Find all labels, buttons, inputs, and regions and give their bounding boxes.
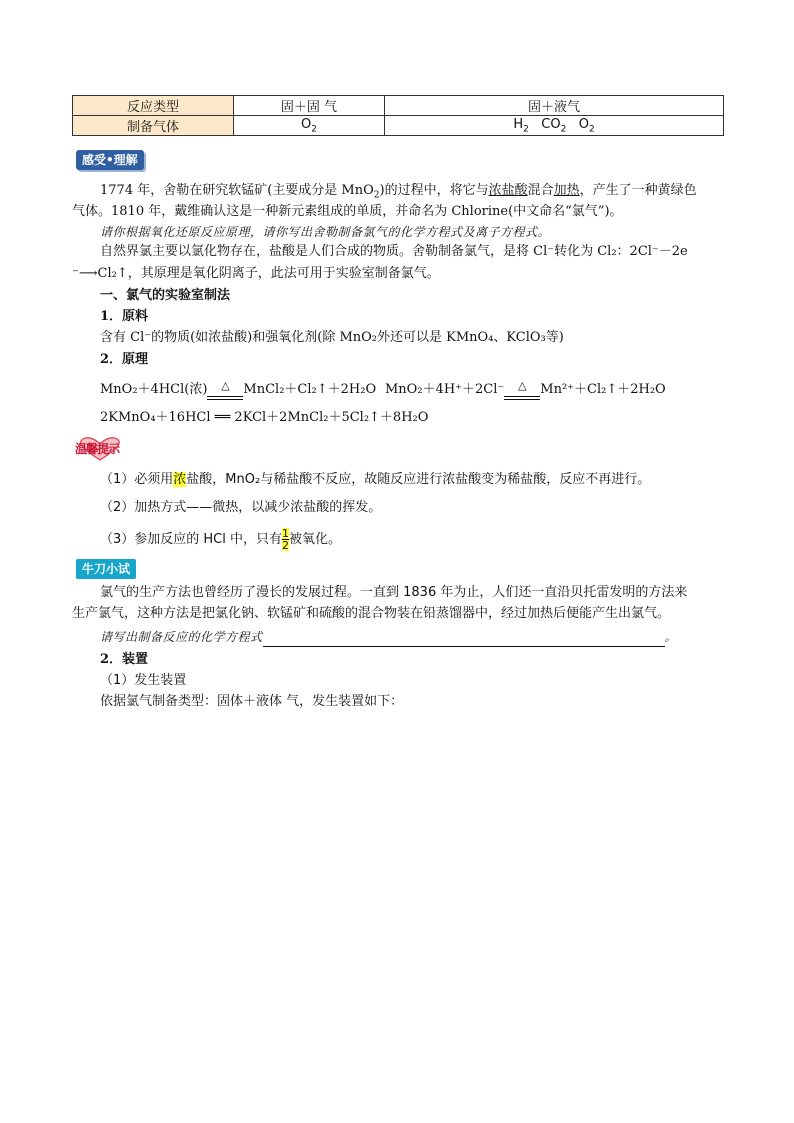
subsection-title: 2．装置: [100, 652, 149, 667]
tip-1: （1）必须用浓盐酸，MnO₂与稀盐酸不反应，故随反应进行浓盐酸变为稀盐酸，反应不再进行。: [100, 472, 651, 487]
subsection-title: 2．原理: [100, 352, 149, 367]
row-header: 反应类型: [73, 96, 234, 116]
table-cell: 固＋固 气: [234, 96, 385, 116]
tip-3: （3）参加反应的 HCl 中，只有 $\frac{1}{2}$被氧化。: [100, 527, 342, 552]
understand-badge: 感受•理解: [76, 150, 144, 170]
table-row: [73, 96, 724, 116]
equation-2: MnO₂＋4H⁺＋2Cl⁻ △ Mn²⁺＋Cl₂↑＋2H₂O: [385, 380, 666, 400]
trial-paragraph-line: 氯气的生产方法也曾经历了漫长的发展过程。一直到 1836 年为止，人们还一直沿贝托雷发明的方法来: [100, 585, 688, 600]
table-cell: $H_2$ $CO_2$ $O_2$: [385, 116, 724, 136]
subsection-subtitle: （1）发生装置: [100, 673, 187, 688]
intro-paragraph-line: 自然界氯主要以氯化物存在，盐酸是人们合成的物质。舍勒制备氯气，是将 Cl⁻转化为 Cl₂：2Cl⁻－2e: [100, 244, 688, 259]
table-cell: 固＋液气: [385, 96, 724, 116]
table-cell: $O_2$: [234, 116, 385, 136]
equation-3: 2KMnO₄＋16HCl ══ 2KCl＋2MnCl₂＋5Cl₂↑＋8H₂O: [100, 410, 429, 425]
answer-blank[interactable]: [263, 632, 665, 647]
table-row: [73, 116, 724, 136]
reaction-arrow: △: [504, 388, 540, 400]
reaction-arrow: △: [207, 388, 243, 400]
trial-task: 请写出制备反应的化学方程式 。: [100, 627, 677, 647]
try-badge: 牛刀小试: [76, 559, 136, 579]
reaction-type-table: [72, 95, 724, 136]
intro-paragraph-line: ⁻⟶Cl₂↑，其原理是氧化阴离子，此法可用于实验室制备氯气。: [72, 266, 440, 281]
trial-paragraph-line: 生产氯气，这种方法是把氯化钠、软锰矿和硫酸的混合物装在铅蒸馏器中，经过加热后便能产生出氯气。: [72, 606, 671, 621]
materials-text: 含有 Cl⁻的物质(如浓盐酸)和强氧化剂(除 MnO₂外还可以是 KMnO₄、KClO₃等): [100, 330, 564, 345]
intro-paragraph-line: 1774 年，舍勒在研究软锰矿(主要成分是 MnO$_2$)的过程中，将它与浓盐酸混合加热，产生了一种黄绿色: [100, 183, 697, 201]
intro-paragraph-line: 气体。1810 年，戴维确认这是一种新元素组成的单质，并命名为 Chlorine(中文命名“氯气”)。: [72, 204, 623, 219]
section-title: 一、氯气的实验室制法: [100, 288, 231, 303]
row-header: 制备气体: [73, 116, 234, 136]
task-prompt: 请你根据氧化还原反应原理，请你写出舍勒制备氯气的化学方程式及离子方程式。: [100, 225, 551, 239]
fraction: $\frac{1}{2}$: [282, 527, 290, 552]
warm-tip-badge: 温馨提示: [73, 437, 127, 461]
device-text: 依据氯气制备类型：固体＋液体 气，发生装置如下：: [100, 694, 404, 709]
equation-1: MnO₂＋4HCl(浓) △ MnCl₂＋Cl₂↑＋2H₂O: [100, 380, 376, 400]
subsection-title: 1．原料: [100, 309, 149, 324]
tip-2: （2）加热方式——微热，以减少浓盐酸的挥发。: [100, 500, 382, 515]
